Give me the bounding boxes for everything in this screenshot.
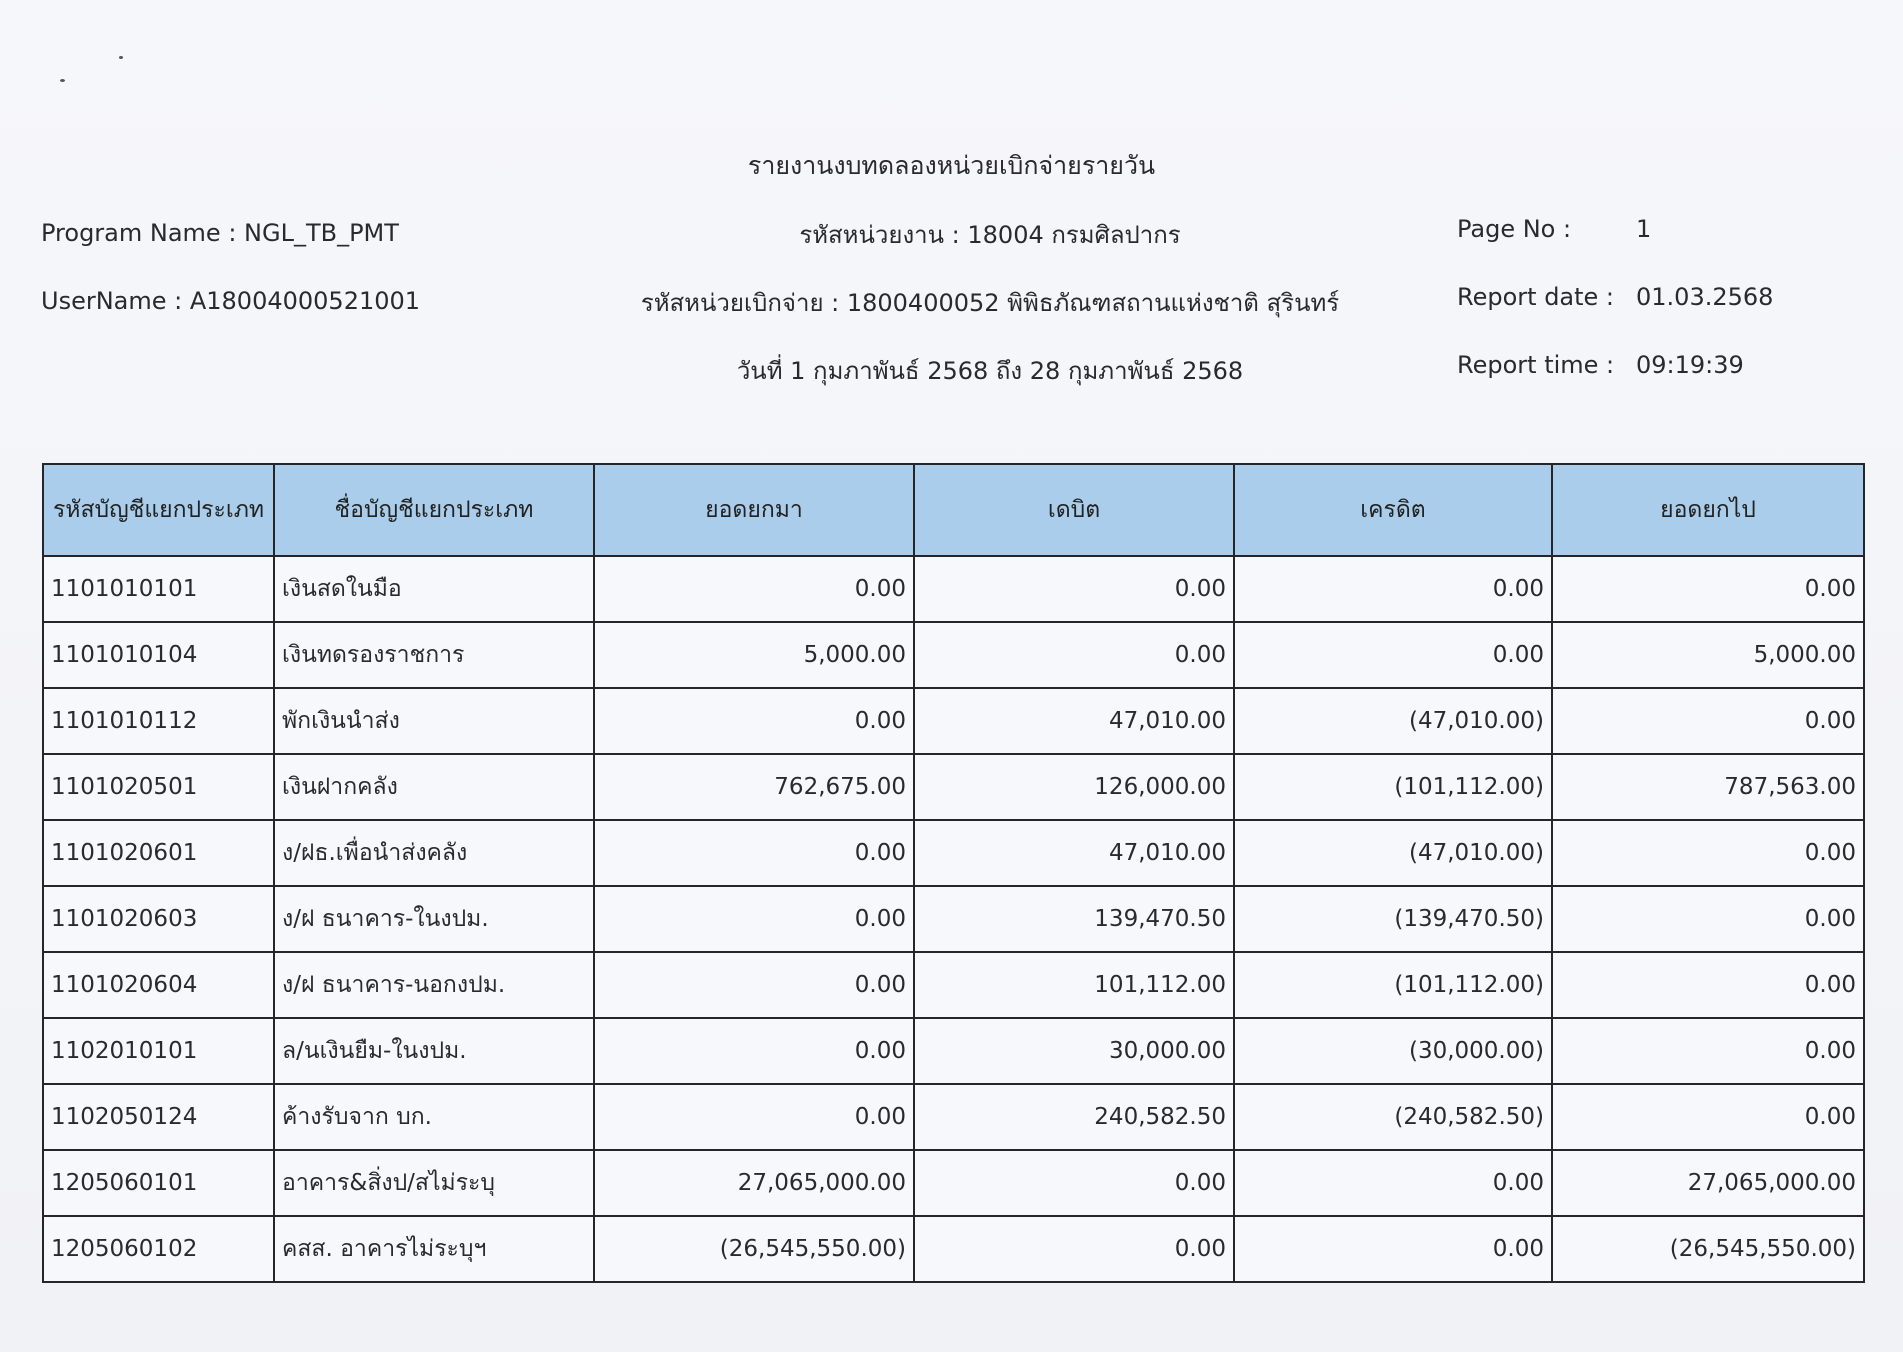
cell-brought-forward: 0.00 (594, 886, 914, 952)
col-header-credit: เครดิต (1234, 464, 1552, 556)
cell-brought-forward: 0.00 (594, 688, 914, 754)
table-row (43, 1084, 1864, 1150)
col-header-debit: เดบิต (914, 464, 1234, 556)
table-row (43, 1216, 1864, 1282)
cell-account-name: ง/ฝ ธนาคาร-ในงปม. (274, 886, 594, 952)
table-row (43, 754, 1864, 820)
cell-account-name: ง/ฝ ธนาคาร-นอกงปม. (274, 952, 594, 1018)
cell-carried-forward: 0.00 (1552, 820, 1864, 886)
cell-credit: (47,010.00) (1234, 820, 1552, 886)
cell-carried-forward: 0.00 (1552, 1084, 1864, 1150)
table-row (43, 820, 1864, 886)
cell-debit: 47,010.00 (914, 820, 1234, 886)
cell-credit: (101,112.00) (1234, 754, 1552, 820)
cell-carried-forward: (26,545,550.00) (1552, 1216, 1864, 1282)
cell-brought-forward: 762,675.00 (594, 754, 914, 820)
cell-brought-forward: 0.00 (594, 1018, 914, 1084)
cell-brought-forward: 5,000.00 (594, 622, 914, 688)
cell-account-name: ค้างรับจาก บก. (274, 1084, 594, 1150)
col-header-brought-forward: ยอดยกมา (594, 464, 914, 556)
report-date-label: Report date : (1457, 283, 1615, 311)
trial-balance-table (42, 463, 1865, 1283)
cell-account-code: 1101020501 (43, 754, 274, 820)
cell-credit: (139,470.50) (1234, 886, 1552, 952)
cell-brought-forward: 0.00 (594, 952, 914, 1018)
cell-brought-forward: 0.00 (594, 1084, 914, 1150)
page-no-label: Page No : (1457, 215, 1572, 243)
cell-carried-forward: 787,563.00 (1552, 754, 1864, 820)
cell-brought-forward: 0.00 (594, 820, 914, 886)
cell-debit: 0.00 (914, 622, 1234, 688)
cell-account-code: 1101010112 (43, 688, 274, 754)
cell-credit: (30,000.00) (1234, 1018, 1552, 1084)
cell-account-code: 1101020603 (43, 886, 274, 952)
cell-brought-forward: 27,065,000.00 (594, 1150, 914, 1216)
cell-debit: 101,112.00 (914, 952, 1234, 1018)
cell-debit: 240,582.50 (914, 1084, 1234, 1150)
cell-account-code: 1205060101 (43, 1150, 274, 1216)
cell-account-name: เงินสดในมือ (274, 556, 594, 622)
program-name: Program Name : NGL_TB_PMT (41, 219, 399, 247)
col-header-carried-forward: ยอดยกไป (1552, 464, 1864, 556)
report-title: รายงานงบทดลองหน่วยเบิกจ่ายรายวัน (747, 151, 1156, 180)
cell-account-code: 1102010101 (43, 1018, 274, 1084)
cell-debit: 47,010.00 (914, 688, 1234, 754)
cell-account-name: เงินฝากคลัง (274, 754, 594, 820)
cell-carried-forward: 0.00 (1552, 1018, 1864, 1084)
table-row (43, 1018, 1864, 1084)
col-header-account-name: ชื่อบัญชีแยกประเภท (274, 464, 594, 556)
cell-carried-forward: 27,065,000.00 (1552, 1150, 1864, 1216)
table-header-row (43, 464, 1864, 556)
cell-account-name: ล/นเงินยืม-ในงปม. (274, 1018, 594, 1084)
cell-brought-forward: 0.00 (594, 556, 914, 622)
cell-debit: 139,470.50 (914, 886, 1234, 952)
col-header-account-code: รหัสบัญชีแยกประเภท (43, 464, 274, 556)
cell-carried-forward: 5,000.00 (1552, 622, 1864, 688)
cell-account-name: คสส. อาคารไม่ระบุฯ (274, 1216, 594, 1282)
cell-carried-forward: 0.00 (1552, 886, 1864, 952)
cell-account-code: 1101010101 (43, 556, 274, 622)
cell-credit: (47,010.00) (1234, 688, 1552, 754)
report-period: วันที่ 1 กุมภาพันธ์ 2568 ถึง 28 กุมภาพันธ์ 2568 (736, 357, 1244, 385)
cell-carried-forward: 0.00 (1552, 688, 1864, 754)
cell-account-code: 1205060102 (43, 1216, 274, 1282)
cell-credit: 0.00 (1234, 556, 1552, 622)
cell-account-name: พักเงินนำส่ง (274, 688, 594, 754)
cell-credit: 0.00 (1234, 1216, 1552, 1282)
cell-debit: 126,000.00 (914, 754, 1234, 820)
table-row (43, 688, 1864, 754)
cell-credit: (101,112.00) (1234, 952, 1552, 1018)
cell-account-code: 1102050124 (43, 1084, 274, 1150)
table-row (43, 622, 1864, 688)
cell-carried-forward: 0.00 (1552, 556, 1864, 622)
cell-debit: 30,000.00 (914, 1018, 1234, 1084)
table-row (43, 886, 1864, 952)
cell-account-code: 1101010104 (43, 622, 274, 688)
cell-credit: 0.00 (1234, 622, 1552, 688)
cell-account-code: 1101020604 (43, 952, 274, 1018)
scan-speck (119, 56, 123, 59)
agency-code: รหัสหน่วยงาน : 18004 กรมศิลปากร (799, 221, 1181, 249)
report-time-label: Report time : (1457, 351, 1615, 379)
table-row (43, 556, 1864, 622)
cell-account-name: ง/ฝธ.เพื่อนำส่งคลัง (274, 820, 594, 886)
table-row (43, 952, 1864, 1018)
cell-account-name: เงินทดรองราชการ (274, 622, 594, 688)
cell-debit: 0.00 (914, 1216, 1234, 1282)
user-name: UserName : A18004000521001 (41, 287, 421, 315)
page-no-value: 1 (1636, 215, 1652, 243)
cell-account-code: 1101020601 (43, 820, 274, 886)
cell-debit: 0.00 (914, 556, 1234, 622)
table-row (43, 1150, 1864, 1216)
report-date-value: 01.03.2568 (1636, 283, 1774, 311)
report-time-value: 09:19:39 (1636, 351, 1744, 379)
cell-credit: 0.00 (1234, 1150, 1552, 1216)
scan-speck (60, 79, 65, 82)
cell-brought-forward: (26,545,550.00) (594, 1216, 914, 1282)
disbursing-unit: รหัสหน่วยเบิกจ่าย : 1800400052 พิพิธภัณฑสถานแห่งชาติ สุรินทร์ (640, 289, 1340, 317)
cell-credit: (240,582.50) (1234, 1084, 1552, 1150)
cell-carried-forward: 0.00 (1552, 952, 1864, 1018)
cell-debit: 0.00 (914, 1150, 1234, 1216)
cell-account-name: อาคาร&สิ่งป/สไม่ระบุ (274, 1150, 594, 1216)
